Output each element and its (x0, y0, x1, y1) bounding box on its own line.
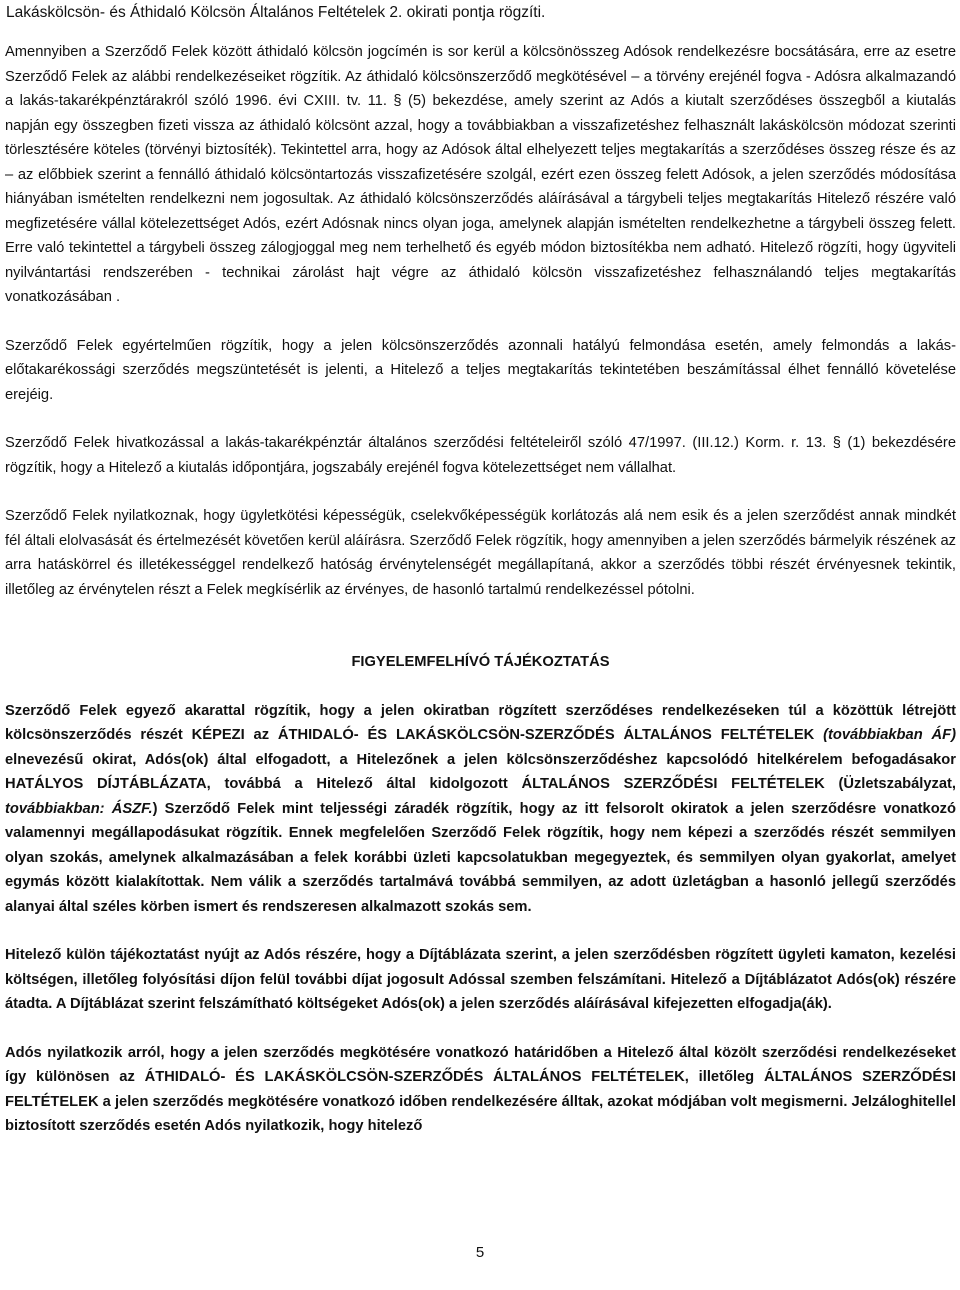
page-number: 5 (475, 1244, 485, 1261)
paragraph-capacity: Szerződő Felek nyilatkoznak, hogy ügyletkötési képességük, cselekvőképességük korlátozás alá nem esik és a jelen szerződést annak mindkét fél általi elolvasását és értelmezését követően kerül aláírásra. Szerződő Felek rögzítik, hogy amennyiben a jelen szerződés bármelyik részének az arra hatáskörrel és illetékességgel rendelkező hatóság érvénytelenségét megállapítaná, akkor a szerződés többi részét érvényesnek tekintik, illetőleg az érvénytelen részt a Felek megkísérlik az érvényes, de hasonló tartalmú rendelkezéssel pótolni. (5, 508, 956, 598)
document-header: Lakáskölcsön- és Áthidaló Kölcsön Általános Feltételek 2. okirati pontja rögzíti. (6, 4, 546, 21)
notice-part-d: továbbiakban: ÁSZF. (5, 800, 153, 817)
notice-part-a: Szerződő Felek egyező akarattal rögzítik, hogy a jelen okiratban rögzített szerződéses rendelkezéseken túl a közöttük létrejött kölcsönszerződés részét KÉPEZI az ÁTHIDALÓ- ÉS LAKÁSKÖLCSÖN-SZERZŐDÉS ÁLTALÁNOS FELTÉTELEK (5, 702, 956, 743)
paragraph-debtor-statement: Adós nyilatkozik arról, hogy a jelen szerződés megkötésére vonatkozó határidőben a Hitelező által közölt szerződési rendelkezéseket így különösen az ÁTHIDALÓ- ÉS LAKÁSKÖLCSÖN-SZERZŐDÉS ÁLTALÁNOS FELTÉTELEK, illetőleg ÁLTALÁNOS SZERZŐDÉSI FELTÉTELEK a jelen szerződés megkötésére vonatkozó időben rendelkezésére álltak, azokat módjában volt megismerni. Jelzáloghitellel biztosított szerződés esetén Adós nyilatkozik, hogy hitelező (5, 1044, 956, 1134)
paragraph-termination: Szerződő Felek egyértelműen rögzítik, hogy a jelen kölcsönszerződés azonnali hatályú felmondása esetén, amely felmondás a lakás-előtakarékossági szerződés megszüntetését is jelenti, a Hitelező a teljes megtakarítás tekintetében beszámítással élhet fennálló követelése erejéig. (5, 337, 956, 403)
paragraph-notice (5, 699, 956, 920)
document-body (5, 40, 956, 1163)
paragraph-government-decree: Szerződő Felek hivatkozással a lakás-takarékpénztár általános szerződési feltételeiről szóló 47/1997. (III.12.) Korm. r. 13. § (1) bekezdésére rögzítik, hogy a Hitelező a kiutalás időpontjára, jogszabály erejénél fogva kötelezettséget nem vállalhat. (5, 435, 956, 476)
paragraph-fee-table: Hitelező külön tájékoztatást nyújt az Adós részére, hogy a Díjtáblázata szerint, a jelen szerződésben rögzített ügyleti kamaton, kezelési költségen, illetőleg folyósítási díjon felül további díjat jogosult Adóssal szemben felszámítani. Hitelező a Díjtáblázatot Adós(ok) részére átadta. A Díjtáblázat szerint felszámítható költségeket Adós(ok) a jelen szerződés aláírásával kifejezetten elfogadja(ák). (5, 947, 956, 1012)
notice-part-b: (továbbiakban ÁF) (823, 727, 956, 743)
section-heading: FIGYELEMFELHÍVÓ TÁJÉKOZTATÁS (351, 654, 610, 670)
paragraph-bridging-loan: Amennyiben a Szerződő Felek között áthidaló kölcsön jogcímén is sor kerül a kölcsönösszeg Adósok rendelkezésre bocsátására, erre az esetre Szerződő Felek az alábbi rendelkezéseiket rögzítik. Az áthidaló kölcsönszerződő megkötésével – a törvény erejénél fogva - Adósra alkalmazandó a lakás-takarékpénztárakról szóló 1996. évi CXIII. tv. 11. § (5) bekezdése, amely szerint az Adós a kiutalt szerződéses összegből a kiutalás napján egy összegben fizeti vissza az áthidaló kölcsönt azzal, hogy a továbbiakban a visszafizetéshez felhasznált lakáskölcsön módozat szerinti törlesztésére köteles (törvényi biztosíték). Tekintettel arra, hogy az Adósok által elhelyezett teljes megtakarítás a szerződéses összeg része és az – az előbbiek szerint a fennálló áthidaló kölcsöntartozás visszafizetésére szolgál, ezért ezen összeg felett Adósok, a jelen szerződés módosítása hiányában ismételten rendelkezni nem jogosultak. Az áthidaló kölcsönszerződés aláírásával a tárgybeli teljes megtakarítás Hitelező részére való megfizetésére vállal kötelezettséget Adós, ezért Adósnak nincs olyan joga, amelynek alapján ismételten rendelkezhetne a tárgybeli összeg felett. Erre való tekintettel a tárgybeli összeg zálogjoggal meg nem terhelhető és egyéb módon biztosítékba nem adható. Hitelező rögzíti, hogy ügyviteli nyilvántartási rendszerében - technikai zárolást hajt végre az áthidaló kölcsön visszafizetéshez felhasználandó teljes megtakarítás vonatkozásában . (5, 44, 956, 305)
notice-part-e: ) Szerződő Felek mint teljességi záradék rögzítik, hogy az itt felsorolt okiratok a jelen szerződésre vonatkozó valamennyi megállapodásukat rögzítik. Ennek megfelelően Szerződő Felek rögzítik, hogy nem képezi a szerződés részét semmilyen olyan szokás, amelynek alkalmazásában a felek korábbi üzleti kapcsolatukban megegyeztek, és semmilyen olyan gyakorlat, amelyet egymás között kialakítottak. Nem válik a szerződés tartalmává továbbá semmilyen, az adott üzletágban a hasonló jellegű szerződés alanyai által széles körben ismert és rendszeresen alkalmazott szokás sem. (5, 800, 957, 915)
notice-part-c: elnevezésű okirat, Adós(ok) által elfogadott, a Hitelezőnek a jelen kölcsönszerződéshez kapcsolódó hitelkérelem befogadásakor HATÁLYOS DÍJTÁBLÁZATA, továbbá a Hitelező által kidolgozott ÁLTALÁNOS SZERZŐDÉSI FELTÉTELEK (Üzletszabályzat, (5, 751, 956, 792)
